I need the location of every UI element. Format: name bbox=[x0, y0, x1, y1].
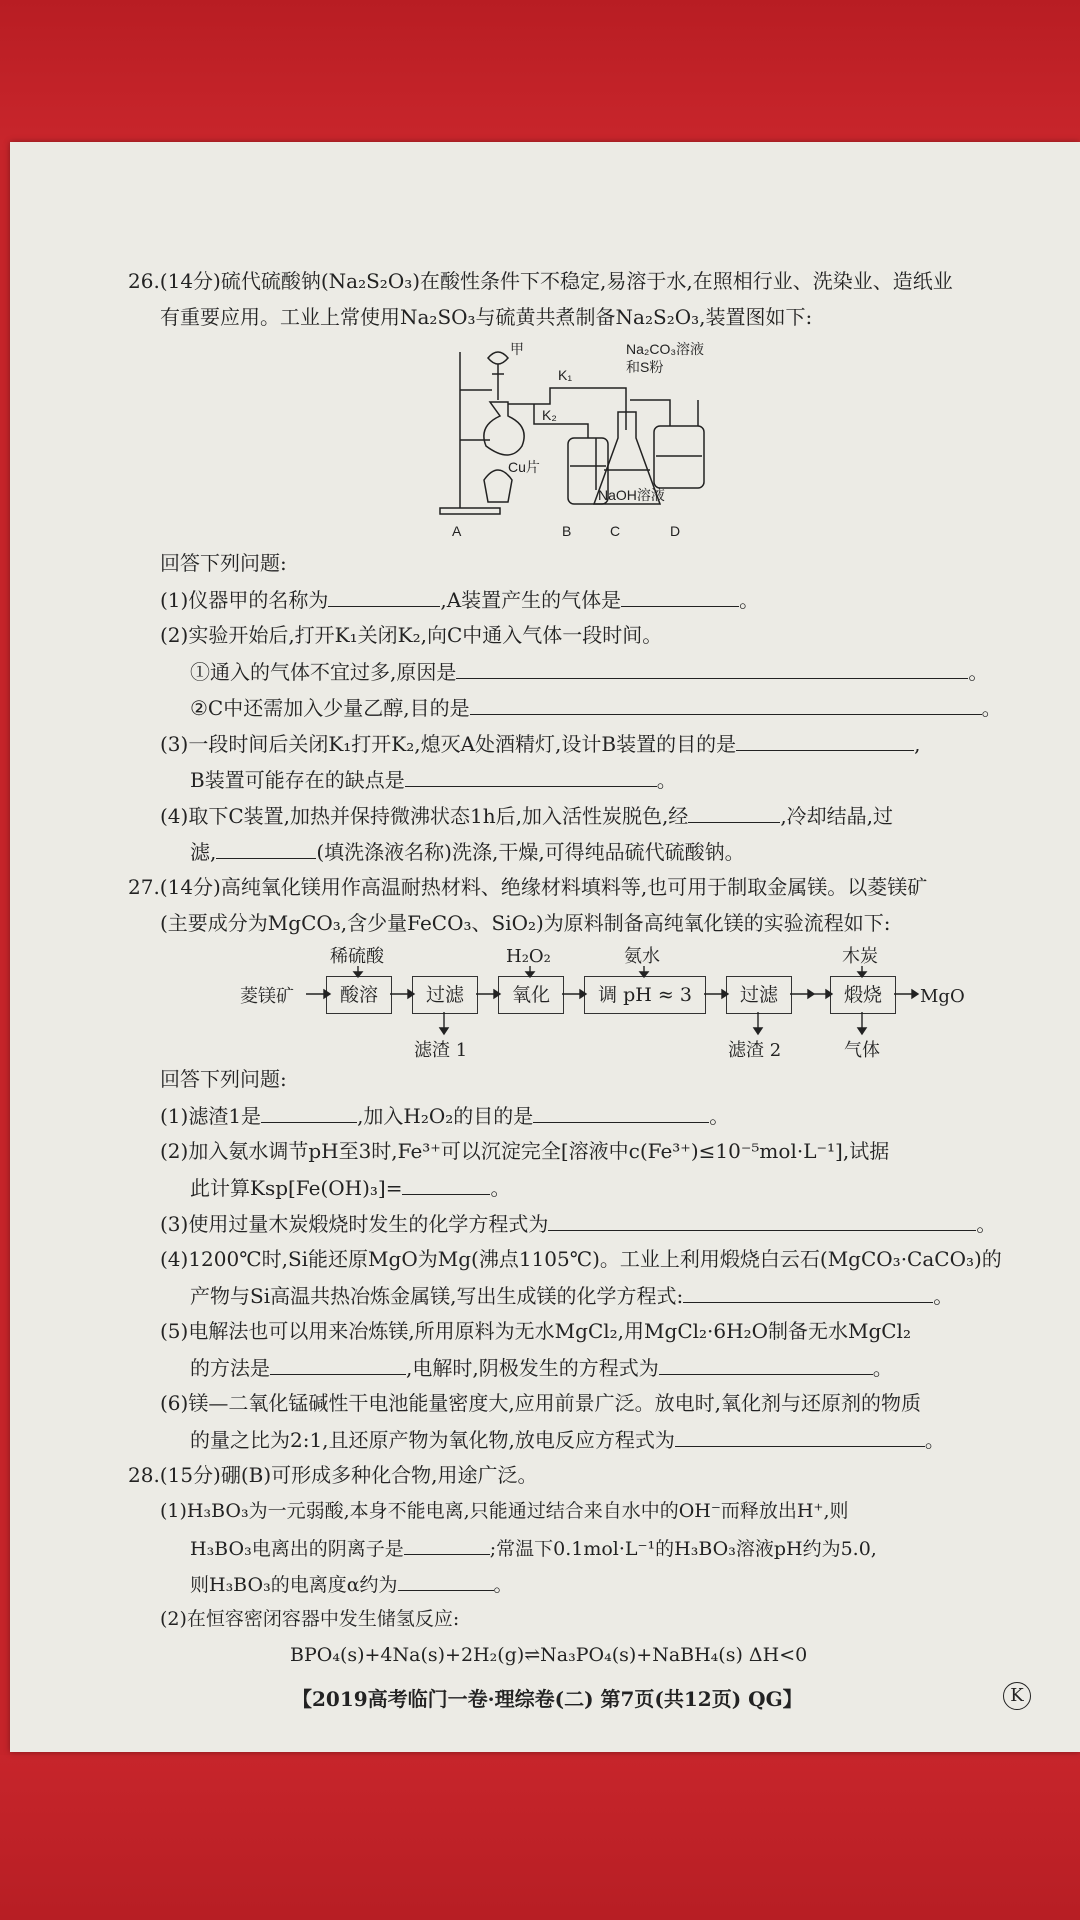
answer-blank[interactable] bbox=[675, 1424, 925, 1447]
flow-step-calcine: 煅烧 bbox=[830, 976, 896, 1014]
q27-part2: (2)加入氨水调节pH至3时,Fe³⁺可以沉淀完全[溶液中c(Fe³⁺)≤10⁻⁵mol·L⁻¹],试据 bbox=[160, 1139, 890, 1163]
flow-step-oxidize: 氧化 bbox=[498, 976, 564, 1014]
q28-line1: 28.(15分)硼(B)可形成多种化合物,用途广泛。 bbox=[128, 1463, 538, 1487]
reagent-h2o2: H₂O₂ bbox=[506, 946, 551, 967]
q27-part1: (1)滤渣1是 ,加入H₂O₂的目的是 。 bbox=[160, 1100, 729, 1131]
q28-part2: (2)在恒容密闭容器中发生储氢反应: bbox=[160, 1608, 460, 1630]
q27-part6b: 的量之比为2:1,且还原产物为氧化物,放电反应方程式为 。 bbox=[190, 1424, 945, 1455]
flow-step-filter1: 过滤 bbox=[412, 976, 478, 1014]
flow-step-acid: 酸溶 bbox=[326, 976, 392, 1014]
q26-part3: (3)一段时间后关闭K₁打开K₂,熄灭A处酒精灯,设计B装置的目的是 , bbox=[160, 728, 920, 759]
label-naoh: NaOH溶液 bbox=[598, 487, 665, 503]
answer-blank[interactable] bbox=[659, 1352, 873, 1375]
answer-blank[interactable] bbox=[736, 728, 914, 751]
q27-line1: 27.(14分)高纯氧化镁用作高温耐热材料、绝缘材料填料等,也可用于制取金属镁。以菱镁矿 bbox=[128, 875, 928, 899]
k-mark-icon: K bbox=[1003, 1682, 1031, 1710]
answer-blank[interactable] bbox=[270, 1352, 406, 1375]
q27-part2b: 此计算Ksp[Fe(OH)₃]= 。 bbox=[190, 1172, 510, 1203]
q26-part1: (1)仪器甲的名称为 ,A装置产生的气体是 。 bbox=[160, 584, 759, 615]
label-k2: K₂ bbox=[542, 407, 557, 423]
q27-part4: (4)1200℃时,Si能还原MgO为Mg(沸点1105℃)。工业上利用煅烧白云石(MgCO₃·CaCO₃)的 bbox=[160, 1247, 1002, 1271]
label-cu: Cu片 bbox=[508, 459, 540, 475]
answer-blank[interactable] bbox=[328, 584, 440, 607]
label-a: A bbox=[452, 523, 462, 539]
flow-arrows bbox=[240, 942, 1000, 1062]
label-c-content-2: 和S粉 bbox=[626, 359, 664, 375]
q26-line2: 有重要应用。工业上常使用Na₂SO₃与硫黄共煮制备Na₂S₂O₃,装置图如下: bbox=[160, 305, 813, 329]
page-footer: 【2019高考临门一卷·理综卷(二) 第7页(共12页) QG】 bbox=[292, 1687, 803, 1711]
q26-intro: 回答下列问题: bbox=[160, 551, 287, 575]
answer-blank[interactable] bbox=[533, 1100, 709, 1123]
reagent-charcoal: 木炭 bbox=[842, 946, 878, 967]
q27-line2: (主要成分为MgCO₃,含少量FeCO₃、SiO₂)为原料制备高纯氧化镁的实验流程如下: bbox=[160, 911, 891, 935]
q27-part5: (5)电解法也可以用来冶炼镁,所用原料为无水MgCl₂,用MgCl₂·6H₂O制备无水MgCl₂ bbox=[160, 1319, 911, 1343]
residue-2: 滤渣 2 bbox=[728, 1040, 782, 1061]
answer-blank[interactable] bbox=[404, 1532, 490, 1555]
reagent-ammonia: 氨水 bbox=[624, 946, 660, 967]
q26-part3b: B装置可能存在的缺点是 。 bbox=[190, 764, 677, 795]
answer-blank[interactable] bbox=[405, 764, 657, 787]
answer-blank[interactable] bbox=[398, 1568, 494, 1591]
q28-part1c: 则H₃BO₃的电离度α约为 。 bbox=[190, 1568, 513, 1600]
flow-chart bbox=[240, 942, 1000, 1062]
q26-part2-2: ②C中还需加入少量乙醇,目的是 。 bbox=[190, 692, 1002, 723]
q27-part3: (3)使用过量木炭煅烧时发生的化学方程式为 。 bbox=[160, 1208, 996, 1239]
q28-part1: (1)H₃BO₃为一元弱酸,本身不能电离,只能通过结合来自水中的OH⁻而释放出H⁺,则 bbox=[160, 1500, 849, 1522]
answer-blank[interactable] bbox=[456, 656, 968, 679]
reagent-acid: 稀硫酸 bbox=[330, 946, 384, 967]
apparatus-diagram bbox=[430, 340, 720, 540]
flow-step-filter2: 过滤 bbox=[726, 976, 792, 1014]
q27-part4b: 产物与Si高温共热冶炼金属镁,写出生成镁的化学方程式: 。 bbox=[190, 1280, 953, 1311]
flow-end: MgO bbox=[920, 986, 965, 1007]
label-c: C bbox=[610, 523, 621, 539]
label-k1: K₁ bbox=[558, 367, 573, 383]
q26-line1: 26.(14分)硫代硫酸钠(Na₂S₂O₃)在酸性条件下不稳定,易溶于水,在照相行业、洗染业、造纸业 bbox=[128, 269, 953, 293]
label-d: D bbox=[670, 523, 681, 539]
answer-blank[interactable] bbox=[621, 584, 739, 607]
answer-blank[interactable] bbox=[548, 1208, 976, 1231]
label-c-content-1: Na₂CO₃溶液 bbox=[626, 341, 705, 357]
label-b: B bbox=[562, 523, 572, 539]
answer-blank[interactable] bbox=[688, 800, 780, 823]
q26-part4b: 滤, (填洗涤液名称)洗涤,干燥,可得纯品硫代硫酸钠。 bbox=[190, 836, 745, 867]
answer-blank[interactable] bbox=[470, 692, 982, 715]
flow-step-ph: 调 pH ≈ 3 bbox=[584, 976, 706, 1014]
q28-equation: BPO₄(s)+4Na(s)+2H₂(g)⇌Na₃PO₄(s)+NaBH₄(s) ΔH<0 bbox=[290, 1644, 808, 1666]
answer-blank[interactable] bbox=[683, 1280, 933, 1303]
q26-part4: (4)取下C装置,加热并保持微沸状态1h后,加入活性炭脱色,经 ,冷却结晶,过 bbox=[160, 800, 893, 831]
q27-part5b: 的方法是 ,电解时,阴极发生的方程式为 。 bbox=[190, 1352, 893, 1383]
answer-blank[interactable] bbox=[216, 836, 316, 859]
q26-part2-1: ①通入的气体不宜过多,原因是 。 bbox=[190, 656, 988, 687]
q27-intro: 回答下列问题: bbox=[160, 1067, 287, 1091]
q28-part1b: H₃BO₃电离出的阴离子是 ;常温下0.1mol·L⁻¹的H₃BO₃溶液pH约为5.0, bbox=[190, 1532, 877, 1564]
flow-start: 菱镁矿 bbox=[240, 986, 294, 1007]
q26-part2: (2)实验开始后,打开K₁关闭K₂,向C中通入气体一段时间。 bbox=[160, 623, 663, 647]
gas-product: 气体 bbox=[844, 1040, 880, 1061]
q27-part6: (6)镁—二氧化锰碱性干电池能量密度大,应用前景广泛。放电时,氧化剂与还原剂的物质 bbox=[160, 1391, 922, 1415]
answer-blank[interactable] bbox=[402, 1172, 490, 1195]
residue-1: 滤渣 1 bbox=[414, 1040, 468, 1061]
answer-blank[interactable] bbox=[261, 1100, 357, 1123]
label-jia: 甲 bbox=[510, 341, 524, 357]
